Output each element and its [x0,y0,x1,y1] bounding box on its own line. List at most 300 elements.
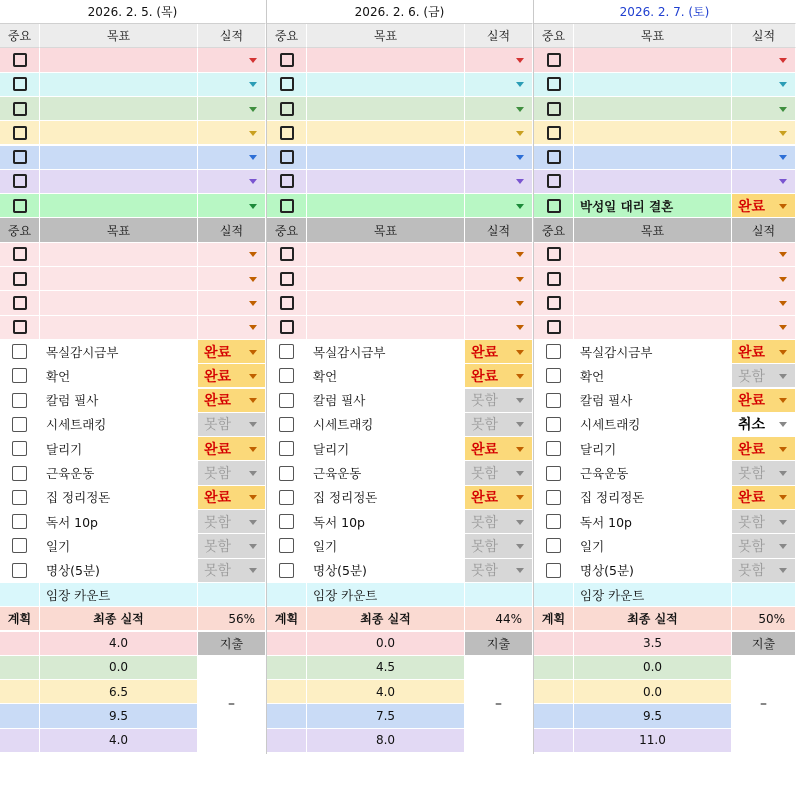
result-dropdown[interactable] [465,194,533,218]
checkbox[interactable] [280,320,294,334]
result-dropdown[interactable] [198,243,266,267]
routine-checkbox-cell[interactable] [267,340,307,364]
goal-cell[interactable] [40,267,198,291]
chevron-down-icon [779,325,787,330]
result-dropdown[interactable] [198,267,266,291]
result-dropdown[interactable] [198,291,266,315]
result-dropdown[interactable] [465,340,533,364]
routine-label: 목실감시금부 [574,340,732,364]
plan-value[interactable]: 4.0 [40,632,198,656]
goal-cell[interactable]: 박성일 대리 결혼 [574,194,732,218]
result-dropdown[interactable] [465,437,533,461]
result-dropdown[interactable] [732,194,796,218]
checkbox[interactable] [547,102,561,116]
result-dropdown[interactable] [732,461,796,485]
goal-cell[interactable] [40,170,198,194]
result-dropdown[interactable] [732,267,796,291]
result-dropdown[interactable] [198,146,266,170]
checkbox[interactable] [546,393,561,408]
checkbox[interactable] [12,344,27,359]
routine-checkbox-cell[interactable] [267,364,307,388]
result-dropdown[interactable] [465,389,533,413]
result-value: 못함 [471,514,499,531]
checkbox[interactable] [12,490,27,505]
chevron-down-icon [516,301,524,306]
importance-checkbox-cell[interactable] [267,267,307,291]
checkbox[interactable] [547,296,561,310]
routine-checkbox-cell[interactable] [0,389,40,413]
checkbox[interactable] [546,368,561,383]
checkbox[interactable] [546,563,561,578]
routine-checkbox-cell[interactable] [534,486,574,510]
chevron-down-icon [249,544,257,549]
result-value: 완료 [204,441,232,458]
plan-value[interactable]: 9.5 [40,704,198,728]
chevron-down-icon [249,568,257,573]
result-dropdown[interactable] [732,291,796,315]
importance-checkbox-cell[interactable] [534,194,574,218]
result-dropdown[interactable] [732,364,796,388]
checkbox[interactable] [13,77,27,91]
checkbox[interactable] [280,247,294,261]
plan-color-cell [0,680,40,704]
result-value: 못함 [738,563,766,580]
goal-cell[interactable] [574,267,732,291]
routine-label: 명상(5분) [307,559,465,583]
result-dropdown[interactable] [732,97,796,121]
result-dropdown[interactable] [732,340,796,364]
final-result-label: 최종 실적 [40,607,198,631]
result-dropdown[interactable] [465,559,533,583]
expense-value[interactable]: – [732,656,796,753]
checkbox[interactable] [546,417,561,432]
routine-checkbox-cell[interactable] [267,389,307,413]
result-dropdown[interactable] [465,48,533,72]
goal-cell[interactable] [574,243,732,267]
goal-cell[interactable] [307,316,465,340]
chevron-down-icon [516,398,524,403]
routine-checkbox-cell[interactable] [0,364,40,388]
goal-cell[interactable] [307,73,465,97]
column-divider [533,0,534,754]
checkbox[interactable] [279,563,294,578]
result-dropdown[interactable] [732,559,796,583]
checkbox[interactable] [280,77,294,91]
result-dropdown[interactable] [732,534,796,558]
routine-checkbox-cell[interactable] [267,534,307,558]
importance-checkbox-cell[interactable] [0,243,40,267]
result-dropdown[interactable] [732,437,796,461]
goal-cell[interactable] [40,243,198,267]
expense-value[interactable]: – [465,656,533,753]
checkbox[interactable] [547,174,561,188]
goal-cell[interactable] [574,170,732,194]
checkbox[interactable] [12,441,27,456]
checkbox[interactable] [12,466,27,481]
chevron-down-icon [516,58,524,63]
result-dropdown[interactable] [465,170,533,194]
result-dropdown[interactable] [465,73,533,97]
plan-label: 계획 [0,607,40,631]
routine-checkbox-cell[interactable] [0,461,40,485]
result-dropdown[interactable] [198,340,266,364]
checkbox[interactable] [13,320,27,334]
result-dropdown[interactable] [465,510,533,534]
plan-value[interactable]: 4.0 [40,729,198,753]
importance-checkbox-cell[interactable] [267,48,307,72]
chevron-down-icon [249,398,257,403]
plan-color-cell [534,729,574,753]
result-value: 못함 [738,538,766,555]
goal-cell[interactable] [307,194,465,218]
result-dropdown[interactable] [732,243,796,267]
importance-checkbox-cell[interactable] [0,73,40,97]
checkbox[interactable] [12,417,27,432]
checkbox[interactable] [546,490,561,505]
checkbox[interactable] [13,150,27,164]
chevron-down-icon [516,495,524,500]
checkbox[interactable] [279,393,294,408]
result-dropdown[interactable] [732,486,796,510]
importance-checkbox-cell[interactable] [534,291,574,315]
goal-cell[interactable] [307,243,465,267]
checkbox[interactable] [280,272,294,286]
plan-value[interactable]: 3.5 [574,632,732,656]
importance-checkbox-cell[interactable] [267,291,307,315]
checkbox[interactable] [12,393,27,408]
importance-checkbox-cell[interactable] [0,146,40,170]
routine-checkbox-cell[interactable] [267,413,307,437]
goal-cell[interactable] [40,97,198,121]
plan-value[interactable]: 0.0 [574,656,732,680]
goal-cell[interactable] [40,48,198,72]
result-dropdown[interactable] [465,146,533,170]
result-dropdown[interactable] [465,413,533,437]
routine-checkbox-cell[interactable] [534,364,574,388]
goal-cell[interactable] [40,316,198,340]
plan-value[interactable]: 7.5 [307,704,465,728]
importance-checkbox-cell[interactable] [267,316,307,340]
importance-checkbox-cell[interactable] [534,48,574,72]
importance-checkbox-cell[interactable] [267,97,307,121]
result-dropdown[interactable] [732,170,796,194]
routine-checkbox-cell[interactable] [534,340,574,364]
routine-checkbox-cell[interactable] [534,559,574,583]
routine-label: 일기 [574,534,732,558]
routine-checkbox-cell[interactable] [267,437,307,461]
plan-value[interactable]: 0.0 [574,680,732,704]
result-dropdown[interactable] [198,170,266,194]
result-dropdown[interactable] [198,48,266,72]
checkbox[interactable] [279,466,294,481]
goal-cell[interactable] [40,194,198,218]
checkbox[interactable] [280,296,294,310]
plan-value[interactable]: 4.5 [307,656,465,680]
importance-checkbox-cell[interactable] [0,121,40,145]
chevron-down-icon [516,374,524,379]
routine-checkbox-cell[interactable] [534,534,574,558]
chevron-down-icon [516,204,524,209]
goal-cell[interactable] [574,146,732,170]
visit-count-value[interactable] [465,583,533,607]
result-dropdown[interactable] [198,364,266,388]
plan-value[interactable]: 6.5 [40,680,198,704]
chevron-down-icon [249,350,257,355]
importance-checkbox-cell[interactable] [534,121,574,145]
importance-checkbox-cell[interactable] [267,194,307,218]
date-header: 2026. 2. 5. (목) [0,0,266,24]
checkbox[interactable] [12,563,27,578]
goal-cell[interactable] [307,97,465,121]
chevron-down-icon [779,495,787,500]
result-dropdown[interactable] [465,267,533,291]
checkbox[interactable] [279,368,294,383]
checkbox[interactable] [13,53,27,67]
routine-checkbox-cell[interactable] [0,340,40,364]
checkbox[interactable] [547,272,561,286]
plan-color-cell [0,656,40,680]
checkbox[interactable] [547,77,561,91]
routine-checkbox-cell[interactable] [267,486,307,510]
checkbox[interactable] [546,344,561,359]
checkbox[interactable] [13,126,27,140]
chevron-down-icon [249,252,257,257]
result-value: 완료 [738,441,766,458]
result-dropdown[interactable] [465,534,533,558]
expense-value[interactable]: – [198,656,266,753]
visit-count-value[interactable] [732,583,796,607]
result-dropdown[interactable] [732,389,796,413]
routine-label: 칼럼 필사 [40,389,198,413]
goal-cell[interactable] [307,146,465,170]
chevron-down-icon [516,422,524,427]
plan-label: 계획 [534,607,574,631]
goal-cell[interactable] [307,267,465,291]
checkbox[interactable] [279,514,294,529]
importance-checkbox-cell[interactable] [534,316,574,340]
checkbox[interactable] [280,53,294,67]
result-value: 못함 [204,538,232,555]
top-result-header: 실적 [198,24,266,48]
checkbox[interactable] [280,126,294,140]
importance-checkbox-cell[interactable] [0,267,40,291]
goal-cell[interactable] [574,121,732,145]
checkbox[interactable] [547,320,561,334]
result-dropdown[interactable] [198,413,266,437]
result-dropdown[interactable] [465,243,533,267]
result-dropdown[interactable] [732,316,796,340]
routine-checkbox-cell[interactable] [267,510,307,534]
result-dropdown[interactable] [198,316,266,340]
importance-checkbox-cell[interactable] [267,243,307,267]
result-value: 완료 [738,393,766,410]
checkbox[interactable] [280,174,294,188]
importance-checkbox-cell[interactable] [534,73,574,97]
checkbox[interactable] [547,247,561,261]
sub-result-header: 실적 [465,218,533,242]
goal-cell[interactable] [574,73,732,97]
checkbox[interactable] [13,272,27,286]
goal-cell[interactable] [574,291,732,315]
checkbox[interactable] [13,102,27,116]
chevron-down-icon [779,131,787,136]
result-value: 완료 [204,393,232,410]
result-dropdown[interactable] [465,316,533,340]
result-dropdown[interactable] [198,534,266,558]
importance-checkbox-cell[interactable] [534,97,574,121]
plan-color-cell [267,632,307,656]
plan-value[interactable]: 8.0 [307,729,465,753]
chevron-down-icon [516,82,524,87]
importance-checkbox-cell[interactable] [0,194,40,218]
goal-cell[interactable] [307,170,465,194]
goal-cell[interactable] [307,121,465,145]
result-dropdown[interactable] [198,510,266,534]
result-dropdown[interactable] [198,486,266,510]
chevron-down-icon [779,471,787,476]
checkbox[interactable] [547,53,561,67]
routine-checkbox-cell[interactable] [0,559,40,583]
plan-color-cell [267,656,307,680]
result-dropdown[interactable] [198,73,266,97]
checkbox[interactable] [279,441,294,456]
importance-checkbox-cell[interactable] [0,170,40,194]
plan-value[interactable]: 9.5 [574,704,732,728]
result-dropdown[interactable] [198,97,266,121]
importance-checkbox-cell[interactable] [267,170,307,194]
top-result-header: 실적 [732,24,796,48]
importance-checkbox-cell[interactable] [534,267,574,291]
plan-color-cell [534,680,574,704]
checkbox[interactable] [547,150,561,164]
plan-value[interactable]: 0.0 [307,632,465,656]
routine-checkbox-cell[interactable] [534,461,574,485]
final-result-label: 최종 실적 [574,607,732,631]
checkbox[interactable] [546,538,561,553]
result-dropdown[interactable] [465,364,533,388]
result-dropdown[interactable] [198,437,266,461]
goal-cell[interactable] [40,291,198,315]
importance-checkbox-cell[interactable] [0,48,40,72]
checkbox[interactable] [13,199,27,213]
chevron-down-icon [779,277,787,282]
goal-cell[interactable] [574,97,732,121]
routine-checkbox-cell[interactable] [534,510,574,534]
result-dropdown[interactable] [465,97,533,121]
chevron-down-icon [779,568,787,573]
checkbox[interactable] [280,199,294,213]
importance-checkbox-cell[interactable] [0,316,40,340]
routine-checkbox-cell[interactable] [534,413,574,437]
result-dropdown[interactable] [198,194,266,218]
result-dropdown[interactable] [732,48,796,72]
sub-goal-header: 목표 [40,218,198,242]
checkbox[interactable] [279,490,294,505]
checkbox[interactable] [13,247,27,261]
result-dropdown[interactable] [732,121,796,145]
chevron-down-icon [779,179,787,184]
routine-checkbox-cell[interactable] [0,437,40,461]
visit-count-label: 임장 카운트 [307,583,465,607]
checkbox[interactable] [546,466,561,481]
goal-cell[interactable] [307,48,465,72]
sub-importance-header: 중요 [267,218,307,242]
result-dropdown[interactable] [465,121,533,145]
importance-checkbox-cell[interactable] [0,291,40,315]
importance-checkbox-cell[interactable] [534,243,574,267]
plan-value[interactable]: 11.0 [574,729,732,753]
checkbox[interactable] [279,538,294,553]
goal-cell[interactable] [574,316,732,340]
importance-checkbox-cell[interactable] [267,146,307,170]
checkbox[interactable] [279,417,294,432]
result-dropdown[interactable] [732,146,796,170]
checkbox[interactable] [547,126,561,140]
plan-value[interactable]: 4.0 [307,680,465,704]
goal-cell[interactable] [574,48,732,72]
routine-label: 달리기 [40,437,198,461]
routine-checkbox-cell[interactable] [534,389,574,413]
final-percent: 50% [732,607,796,631]
goal-cell[interactable] [40,121,198,145]
checkbox[interactable] [12,368,27,383]
result-dropdown[interactable] [465,461,533,485]
plan-value[interactable]: 0.0 [40,656,198,680]
checkbox[interactable] [280,102,294,116]
result-dropdown[interactable] [732,413,796,437]
checkbox[interactable] [12,514,27,529]
goal-cell[interactable] [307,291,465,315]
result-dropdown[interactable] [198,559,266,583]
checkbox[interactable] [546,514,561,529]
sub-goal-header: 목표 [307,218,465,242]
checkbox[interactable] [13,174,27,188]
checkbox[interactable] [547,199,561,213]
routine-checkbox-cell[interactable] [0,510,40,534]
routine-checkbox-cell[interactable] [0,413,40,437]
result-dropdown[interactable] [198,389,266,413]
routine-checkbox-cell[interactable] [267,559,307,583]
result-dropdown[interactable] [198,121,266,145]
routine-checkbox-cell[interactable] [534,437,574,461]
importance-checkbox-cell[interactable] [534,170,574,194]
result-dropdown[interactable] [732,510,796,534]
result-dropdown[interactable] [465,486,533,510]
routine-checkbox-cell[interactable] [0,486,40,510]
checkbox[interactable] [546,441,561,456]
routine-label: 명상(5분) [40,559,198,583]
importance-checkbox-cell[interactable] [0,97,40,121]
result-value: 못함 [471,466,499,483]
checkbox[interactable] [280,150,294,164]
importance-checkbox-cell[interactable] [267,73,307,97]
routine-checkbox-cell[interactable] [267,461,307,485]
checkbox[interactable] [279,344,294,359]
checkbox[interactable] [13,296,27,310]
checkbox[interactable] [12,538,27,553]
routine-checkbox-cell[interactable] [0,534,40,558]
visit-count-value[interactable] [198,583,266,607]
importance-checkbox-cell[interactable] [534,146,574,170]
result-dropdown[interactable] [465,291,533,315]
result-value: 못함 [471,563,499,580]
goal-cell[interactable] [40,73,198,97]
plan-color-cell [267,704,307,728]
result-dropdown[interactable] [198,461,266,485]
result-dropdown[interactable] [732,73,796,97]
goal-cell[interactable] [40,146,198,170]
importance-checkbox-cell[interactable] [267,121,307,145]
